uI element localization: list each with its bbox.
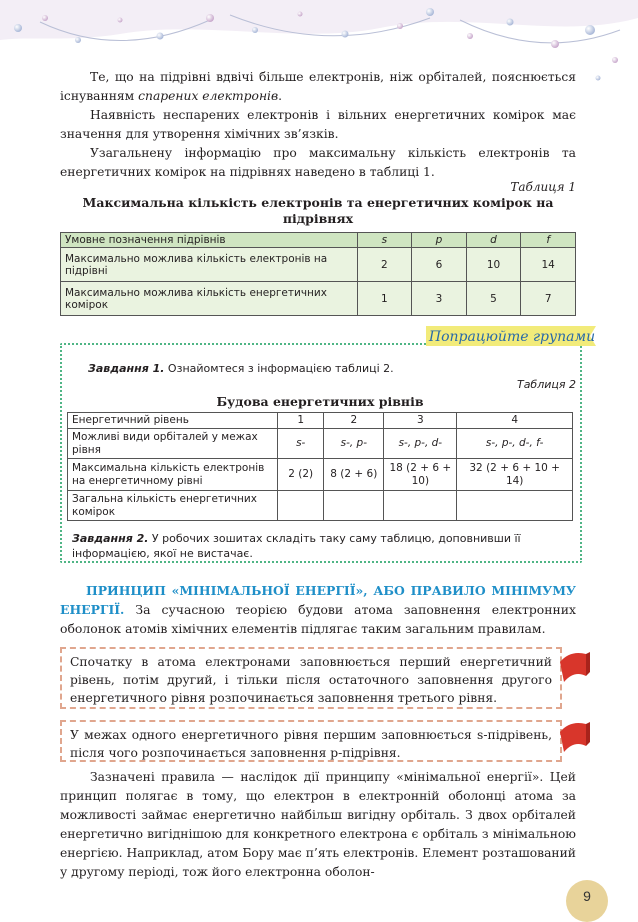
table-cell: 7 (521, 282, 576, 316)
table1-row-label: Максимально можлива кількість електронів на підрівні (61, 248, 358, 282)
page-number-badge (566, 880, 608, 922)
table-cell: s- (278, 429, 324, 459)
paragraph-paired-electrons: Те, що на підрівні вдвічі більше електронів, ніж орбіталей, пояснюється існуванням спарених електронів. (60, 70, 576, 103)
table1-header-cell: Умовне позначення підрівнів (61, 233, 358, 248)
table1 (60, 232, 576, 316)
bookmark-icon (556, 718, 590, 758)
paragraph-summary-intro: Узагальнену інформацію про максимальну кількість електронів та енергетичних комірок на підрівнях наведено в таблиці 1. (60, 146, 576, 179)
paragraph-minimal-energy: Зазначені правила — наслідок дії принципу «мінімальної енергії». Цей принцип полягає в тому, що електрон в електронній оболонці атома за можливості займає енергетично найбільш вигідну орбіталь. З двох орбіталей енергетично вигіднішою для конкретного електрона є орбіталь з мінімальною енергією. Наприклад, атом Бору має п’ять електронів. Елемент розташований у другому періоді, тож його електронна оболон- (60, 770, 576, 879)
table-cell: s-, p-, d- (384, 429, 457, 459)
group-work-banner (420, 322, 602, 350)
table-cell: 1 (357, 282, 412, 316)
table2-header-cell: 4 (457, 413, 573, 429)
table2-row-label: Загальна кількість енергетичних комірок (68, 491, 278, 521)
table2-row-label: Можливі види орбіталей у межах рівня (68, 429, 278, 459)
table-cell (324, 491, 384, 521)
table-row (61, 248, 576, 282)
principle-paragraph: ПРИНЦИП «МІНІМАЛЬНОЇ ЕНЕРГІЇ», АБО ПРАВИЛО МІНІМУМУ ЕНЕРГІЇ. За сучасною теорією будови атома заповнення електронних оболонок атомів хімічних елементів підлягає таким загальним правилам. (60, 583, 576, 636)
table1-title: Максимальна кількість електронів та енергетичних комірок на підрівнях (82, 195, 554, 226)
rule-box-2: У межах одного енергетичного рівня першим заповнюється s-підрівень, після чого розпочинається заповнення p-підрівня. (60, 720, 562, 762)
table1-header-cell: s (357, 233, 412, 248)
table1-header-row (61, 233, 576, 248)
group-work-banner-text: Попрацюйте групами (428, 329, 596, 345)
table1-header-cell: p (412, 233, 467, 248)
table1-row-label: Максимально можлива кількість енергетичних комірок (61, 282, 358, 316)
table-cell: 10 (466, 248, 521, 282)
table-cell: 8 (2 + 6) (324, 459, 384, 491)
table-row (68, 459, 573, 491)
table2-header-row (68, 413, 573, 429)
table-cell (384, 491, 457, 521)
table-cell: 2 (2) (278, 459, 324, 491)
table2-header-cell: 1 (278, 413, 324, 429)
table-cell: s-, p- (324, 429, 384, 459)
table1-header-cell: d (466, 233, 521, 248)
table1-header-cell: f (521, 233, 576, 248)
page-number: 9 (583, 888, 591, 904)
task1: Завдання 1. Ознайомтеся з інформацією таблиці 2. (88, 362, 394, 375)
table2 (67, 412, 573, 521)
rule-box-1: Спочатку в атома електронами заповнюється перший енергетичний рівень, потім другий, і тільки після остаточного заповнення другого енергетичного рівня розпочинається заповнення третього рівня. (60, 647, 562, 709)
task2: Завдання 2. У робочих зошитах складіть таку саму таблицю, доповнивши її інформацією, якої не вистачає. (72, 532, 521, 560)
table-row (61, 282, 576, 316)
table2-title: Будова енергетичних рівнів (216, 394, 424, 409)
table-cell: s-, p-, d-, f- (457, 429, 573, 459)
table2-header-cell: 2 (324, 413, 384, 429)
table1-label: Таблиця 1 (510, 180, 576, 194)
table2-row-label: Максимальна кількість електронів на енергетичному рівні (68, 459, 278, 491)
table2-label: Таблиця 2 (516, 378, 576, 391)
table-cell (278, 491, 324, 521)
table-row (68, 491, 573, 521)
table-cell (457, 491, 573, 521)
table-cell: 6 (412, 248, 467, 282)
table2-header-cell: 3 (384, 413, 457, 429)
table-cell: 32 (2 + 6 + 10 + 14) (457, 459, 573, 491)
table-row (68, 429, 573, 459)
paragraph-unpaired-electrons: Наявність неспарених електронів і вільних енергетичних комірок має значення для утворення хімічних зв’язків. (60, 108, 576, 141)
table-cell: 14 (521, 248, 576, 282)
table-cell: 3 (412, 282, 467, 316)
bookmark-icon (556, 648, 590, 688)
table2-header-cell: Енергетичний рівень (68, 413, 278, 429)
principle-title: ПРИНЦИП «МІНІМАЛЬНОЇ ЕНЕРГІЇ», АБО ПРАВИЛО МІНІМУМУ ЕНЕРГІЇ. (60, 583, 576, 617)
table-cell: 18 (2 + 6 + 10) (384, 459, 457, 491)
table-cell: 5 (466, 282, 521, 316)
table-cell: 2 (357, 248, 412, 282)
